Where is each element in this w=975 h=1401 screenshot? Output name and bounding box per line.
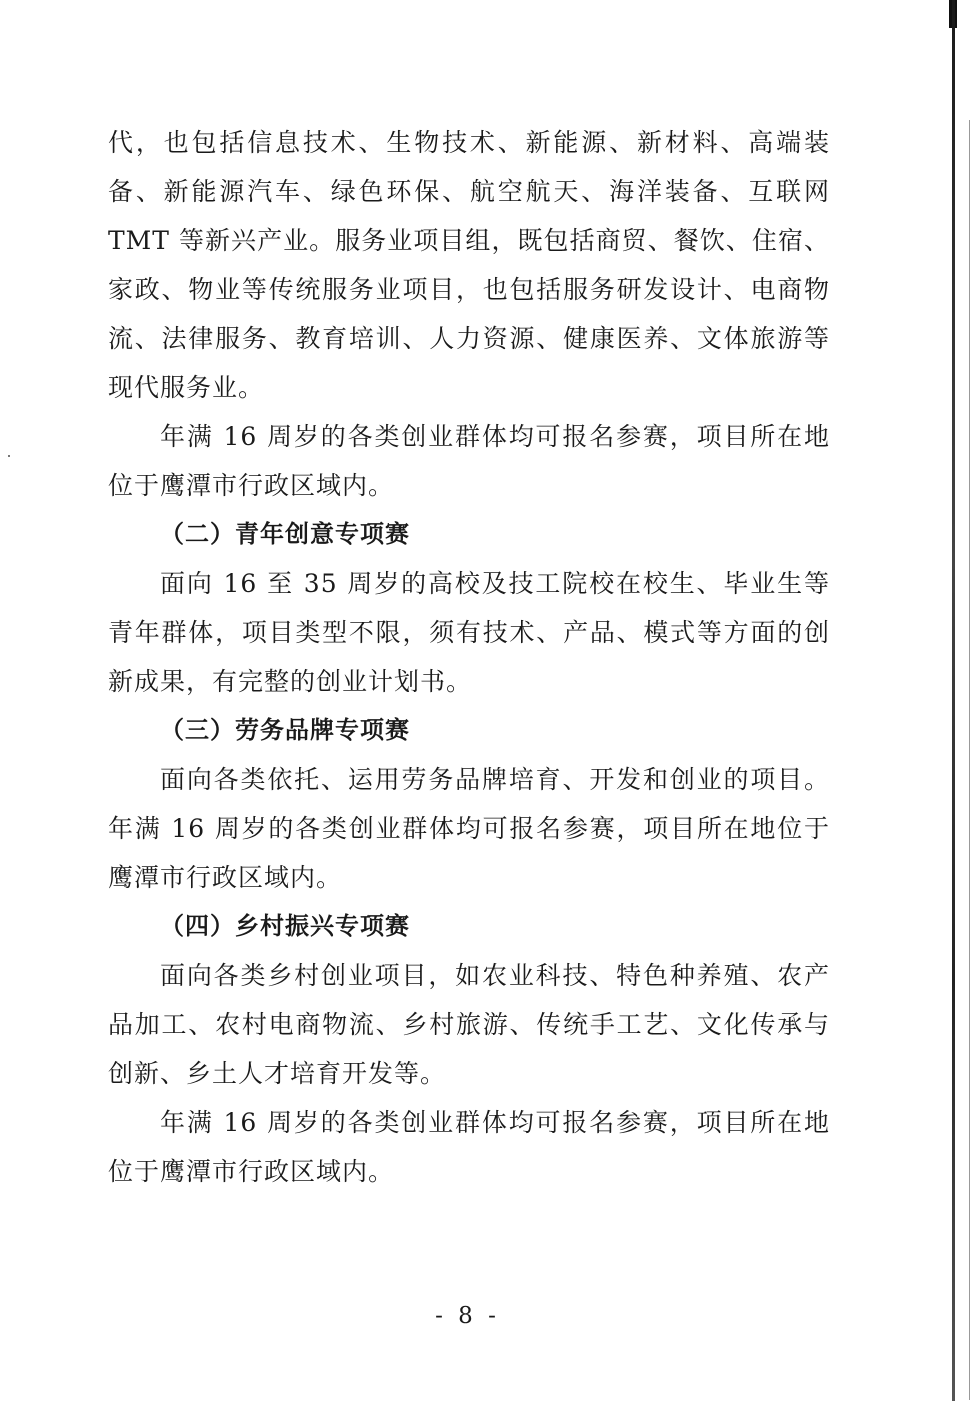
page-number: - 8 - <box>435 1303 500 1329</box>
scan-edge-line <box>952 0 955 1401</box>
scan-edge-line-thin <box>969 120 970 1400</box>
scan-dust-mark <box>8 455 10 457</box>
paragraph-rural-revitalization: 面向各类乡村创业项目，如农业科技、特色种养殖、农产品加工、农村电商物流、乡村旅游、传统手工艺、文化传承与创新、乡土人才培育开发等。 <box>108 961 830 1088</box>
section-heading-rural-revitalization: （四）乡村振兴专项赛 <box>160 912 410 940</box>
document-body <box>108 118 830 1196</box>
section-heading-youth-creative: （二）青年创意专项赛 <box>160 520 410 548</box>
paragraph-rural-eligibility: 年满 16 周岁的各类创业群体均可报名参赛，项目所在地位于鹰潭市行政区域内。 <box>108 1108 830 1186</box>
section-heading-labor-brand: （三）劳务品牌专项赛 <box>160 716 410 744</box>
paragraph-labor-brand: 面向各类依托、运用劳务品牌培育、开发和创业的项目。年满 16 周岁的各类创业群体均可报名参赛，项目所在地位于鹰潭市行政区域内。 <box>108 765 830 892</box>
paragraph-continued: 代，也包括信息技术、生物技术、新能源、新材料、高端装备、新能源汽车、绿色环保、航空航天、海洋装备、互联网 TMT 等新兴产业。服务业项目组，既包括商贸、餐饮、住宿、家政、物业等传统服务业项目，也包括服务研发设计、电商物流、法律服务、教育培训、人力资源、健康医养、文体旅游等现代服务业。 <box>108 128 830 402</box>
paragraph-eligibility: 年满 16 周岁的各类创业群体均可报名参赛，项目所在地位于鹰潭市行政区域内。 <box>108 422 830 500</box>
paragraph-youth-creative: 面向 16 至 35 周岁的高校及技工院校在校生、毕业生等青年群体，项目类型不限，须有技术、产品、模式等方面的创新成果，有完整的创业计划书。 <box>108 569 830 696</box>
